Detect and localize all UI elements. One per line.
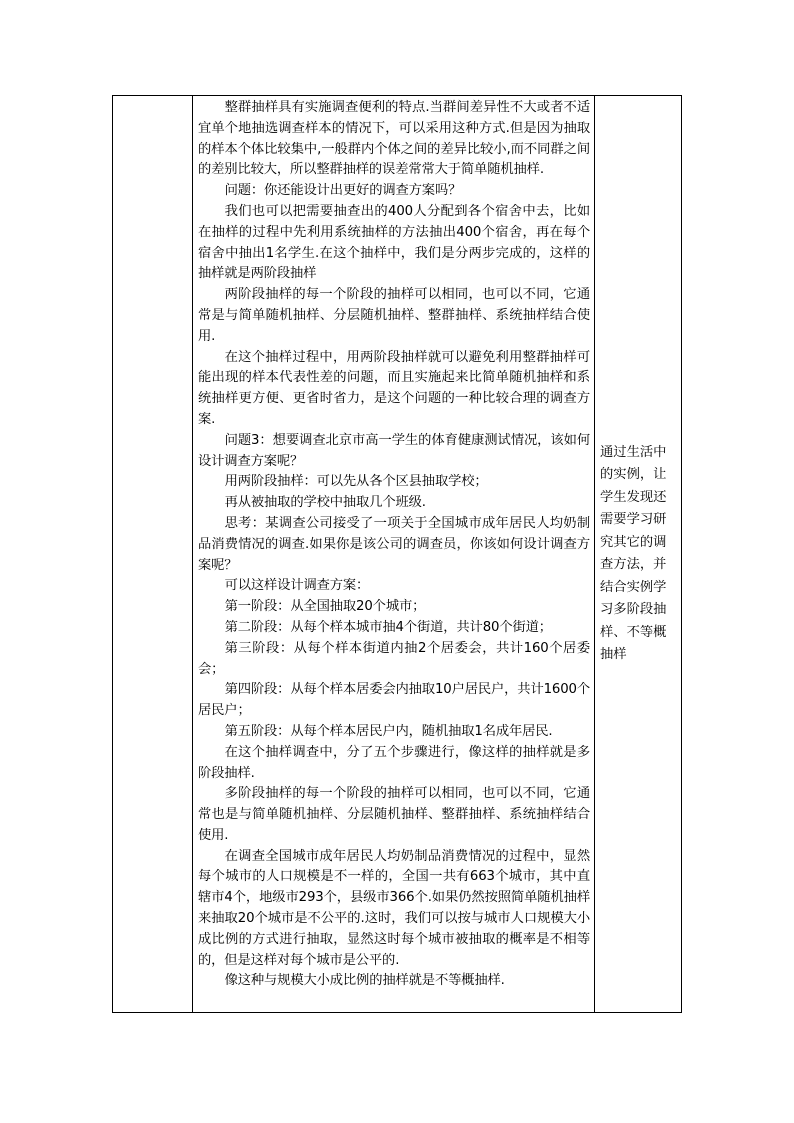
paragraph-two-stage-definition: 两阶段抽样的每一个阶段的抽样可以相同，也可以不同，它通常是与简单随机抽样、分层随机抽样、整群抽样、系统抽样结合使用. xyxy=(198,287,590,344)
paragraph-answer-step-1: 用两阶段抽样：可以先从各个区县抽取学校； xyxy=(224,474,488,490)
stage-cell xyxy=(113,96,193,1013)
paragraph-question-3: 问题3：想要调查北京市高一学生的体育健康测试情况，该如何设计调查方案呢？ xyxy=(198,432,590,469)
paragraph-multi-stage: 在这个抽样调查中，分了五个步骤进行，像这样的抽样就是多阶段抽样. xyxy=(198,744,590,781)
paragraph-two-stage-advantage: 在这个抽样过程中，用两阶段抽样就可以避免利用整群抽样可能出现的样本代表性差的问题，而且实施起来比简单随机抽样和系统抽样更方便、更省时省力，是这个问题的一种比较合理的调查方案. xyxy=(198,349,590,427)
paragraph-city-population: 在调查全国城市成年居民人均奶制品消费情况的过程中，显然每个城市的人口规模是不一样的，全国一共有663个城市，其中直辖市4个，地级市293个，县级市366个.如果仍然按照简单随机抽样来抽取20个城市是不公平的.这时，我们可以按与城市人口规模大小成比例的方式进行抽取，显然这时每个城市被抽取的概率是不相等的，但是这样对每个城市是公平的. xyxy=(198,848,590,968)
lesson-table xyxy=(112,95,682,1013)
paragraph-stage-2: 第二阶段：从每个样本城市抽4个街道，共计80个街道； xyxy=(224,619,552,635)
lesson-row xyxy=(113,96,682,1013)
paragraph-two-stage-example: 我们也可以把需要抽查出的400人分配到各个宿舍中去，比如在抽样的过程中先利用系统抽样的方法抽出400个宿舍，再在每个宿舍中抽出1名学生.在这个抽样中，我们是分两步完成的，这样的抽样就是两阶段抽样 xyxy=(198,203,590,282)
paragraph-stage-3: 第三阶段：从每个样本街道内抽2个居委会，共计160个居委会； xyxy=(198,640,590,677)
paragraph-design-intro: 可以这样设计调查方案： xyxy=(224,578,370,594)
paragraph-unequal-probability: 像这种与规模大小成比例的抽样就是不等概抽样. xyxy=(224,973,505,989)
paragraph-question: 问题：你还能设计出更好的调查方案吗？ xyxy=(224,183,462,199)
paragraph-answer-step-2: 再从被抽取的学校中抽取几个班级. xyxy=(224,495,426,511)
design-intent-note: 通过生活中的实例，让学生发现还需要学习研究其它的调查方法，并结合实例学习多阶段抽样、不等概抽样 xyxy=(600,444,667,662)
design-intent-cell xyxy=(595,96,682,1013)
paragraph-cluster-sampling: 整群抽样具有实施调查便利的特点.当群间差异性不大或者不适宜单个地抽选调查样本的情况下，可以采用这种方式.但是因为抽取的样本个体比较集中,一般群内个体之间的差异比较小,而不同群之间的差别比较大，所以整群抽样的误差常常大于简单随机抽样. xyxy=(198,100,590,178)
content-cell xyxy=(193,96,595,1013)
paragraph-stage-5: 第五阶段：从每个样本居民户内，随机抽取1名成年居民. xyxy=(224,723,553,739)
paragraph-multi-stage-definition: 多阶段抽样的每一个阶段的抽样可以相同，也可以不同，它通常也是与简单随机抽样、分层随机抽样、整群抽样、系统抽样结合使用. xyxy=(198,786,590,843)
paragraph-stage-1: 第一阶段：从全国抽取20个城市； xyxy=(224,599,426,615)
paragraph-thinking: 思考：某调查公司接受了一项关于全国城市成年居民人均奶制品消费情况的调查.如果你是该公司的调查员，你该如何设计调查方案呢？ xyxy=(198,515,590,573)
paragraph-stage-4: 第四阶段：从每个样本居委会内抽取10户居民户，共计1600个居民户； xyxy=(198,682,590,719)
